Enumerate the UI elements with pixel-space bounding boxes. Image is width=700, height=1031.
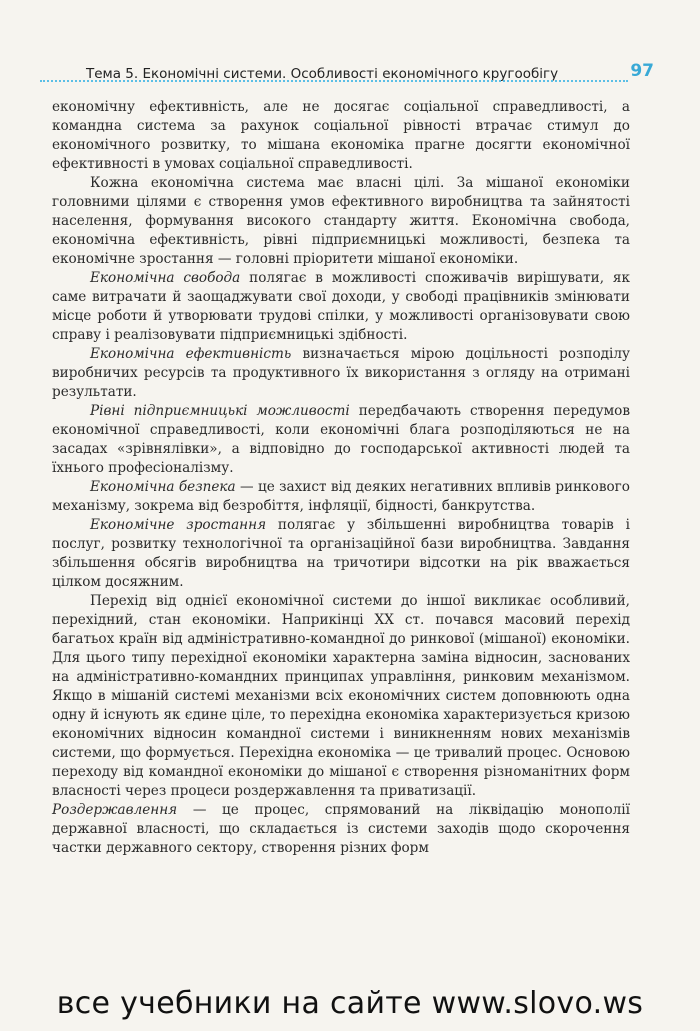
body-text [52,98,630,858]
page-header [40,60,660,82]
header-title: Тема 5. Економічні системи. Особливості економічного кругообігу [86,66,559,82]
paragraph-efficiency: Економічна ефективність визначається мірою доцільності розподілу виробничих ресурсів та продуктивного їх використання з огляду на отримані результати. [52,346,630,400]
paragraph-transition: Перехід від однієї економічної системи до іншої викликає особливий, перехідний, стан економіки. Наприкінці XX ст. почався масовий перехід багатьох країн від адміністративно-командної до ринкової (мішаної) економіки. Для цього типу перехідної економіки характерна заміна відносин, заснованих на адміністративно-командних принципах управління, ринковим механізмом. Якщо в мішаній системі механізми всіх економічних систем доповнюють одна одну й існують як єдине ціле, то перехідна економіка характеризується кризою економічних відносин командної системи і виникненням нових механізмів системи, що формується. Перехідна економіка — це тривалий процес. Основою переходу від командної економіки до мішаної є створення різноманітних форм власності через процеси роздержавлення та приватизації. [52,593,630,799]
paragraph-growth: Економічне зростання полягає у збільшенні виробництва товарів і послуг, розвитку технологічної та організаційної бази виробництва. Завдання збільшення обсягів виробництва на тричотири відсотки на рік вважається цілком досяжним. [52,517,630,590]
paragraph-opportunities: Рівні підприємницькі можливості передбачають створення передумов економічної справедливості, коли економічні блага розподіляються не на засадах «зрівнялівки», а відповідно до господарської активності людей та їхнього професіоналізму. [52,403,630,476]
header-dotted-rule [40,80,628,82]
paragraph-freedom: Економічна свобода полягає в можливості споживачів вирішувати, як саме витрачати й заощаджувати свої доходи, у свободі працівників змінювати місце роботи й утворювати трудові спілки, у можливості організовувати свою справу і реалізовувати підприємницькі здібності. [52,270,631,343]
paragraph-security: Економічна безпека — це захист від деяких негативних впливів ринкового механізму, зокрема від безробіття, інфляції, бідності, банкрутства. [52,479,630,514]
paragraph-goals: Кожна економічна система має власні цілі. За мішаної економіки головними цілями є створення умов ефективного виробництва та зайнятості населення, формування високого стандарту життя. Економічна свобода, економічна ефективність, рівні підприємницькі можливості, безпека та економічне зростання — головні пріоритети мішаної економіки. [52,175,630,267]
paragraph-continuation: економічну ефективність, але не досягає соціальної справедливості, а командна система за рахунок соціальної рівності втрачає стимул до економічного розвитку, то мішана економіка прагне досягти економічної ефективності в умовах соціальної справедливості. [52,99,630,172]
paragraph-denationalization: Роздержавлення — це процес, спрямований на ліквідацію монополії державної власності, що складається із системи заходів щодо скорочення частки державного сектору, створення різних форм [52,802,630,856]
page-number: 97 [630,61,654,81]
site-footer: все учебники на сайте www.slovo.ws [56,986,644,1021]
